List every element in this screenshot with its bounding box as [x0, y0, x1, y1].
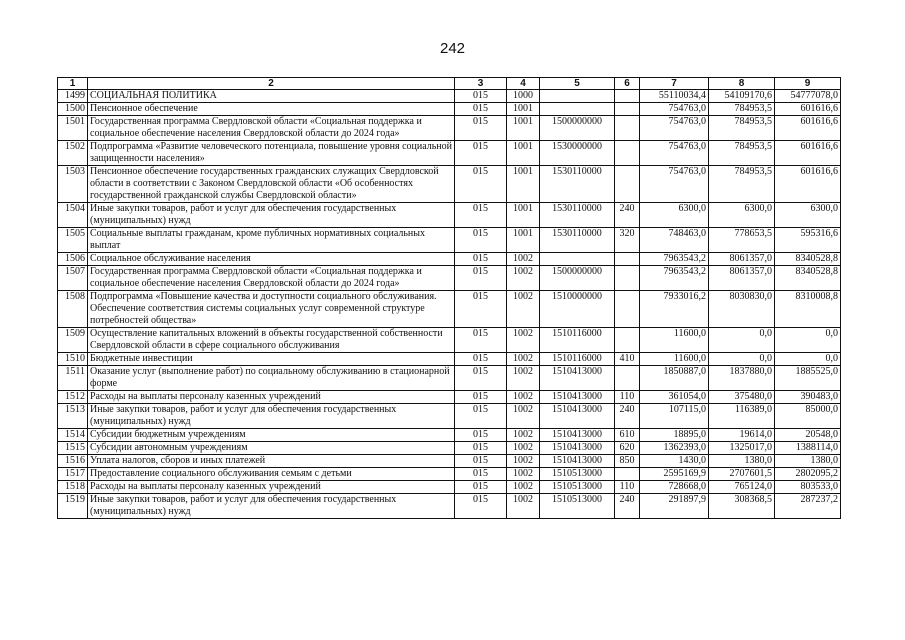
item-name: Социальные выплаты гражданам, кроме публичных нормативных социальных выплат — [88, 228, 455, 253]
ministry-code: 015 — [455, 141, 507, 166]
row-number: 1513 — [58, 404, 88, 429]
item-name: Бюджетные инвестиции — [88, 353, 455, 366]
table-row — [58, 328, 841, 353]
expense-type-code — [615, 166, 640, 203]
row-number: 1501 — [58, 116, 88, 141]
target-article-code: 1510413000 — [540, 455, 615, 468]
section-code: 1002 — [507, 494, 540, 519]
target-article-code: 1510513000 — [540, 494, 615, 519]
budget-table — [57, 77, 841, 519]
target-article-code: 1510116000 — [540, 328, 615, 353]
column-header: 2 — [88, 78, 455, 90]
ministry-code: 015 — [455, 468, 507, 481]
table-row — [58, 429, 841, 442]
amount-col9: 390483,0 — [775, 391, 841, 404]
amount-col7: 107115,0 — [640, 404, 709, 429]
table-row — [58, 253, 841, 266]
amount-col8: 784953,5 — [709, 116, 775, 141]
expense-type-code: 610 — [615, 429, 640, 442]
amount-col8: 8030830,0 — [709, 291, 775, 328]
row-number: 1515 — [58, 442, 88, 455]
column-header: 4 — [507, 78, 540, 90]
amount-col9: 0,0 — [775, 328, 841, 353]
section-code: 1001 — [507, 228, 540, 253]
item-name: Иные закупки товаров, работ и услуг для обеспечения государственных (муниципальных) нужд — [88, 203, 455, 228]
item-name: Пенсионное обеспечение — [88, 103, 455, 116]
amount-col8: 784953,5 — [709, 166, 775, 203]
row-number: 1508 — [58, 291, 88, 328]
amount-col9: 1380,0 — [775, 455, 841, 468]
item-name: Иные закупки товаров, работ и услуг для обеспечения государственных (муниципальных) нужд — [88, 404, 455, 429]
expense-type-code — [615, 141, 640, 166]
row-number: 1499 — [58, 90, 88, 103]
amount-col7: 291897,9 — [640, 494, 709, 519]
table-row — [58, 90, 841, 103]
section-code: 1001 — [507, 141, 540, 166]
section-code: 1000 — [507, 90, 540, 103]
target-article-code: 1500000000 — [540, 116, 615, 141]
table-row — [58, 141, 841, 166]
target-article-code: 1500000000 — [540, 266, 615, 291]
amount-col9: 1388114,0 — [775, 442, 841, 455]
amount-col8: 116389,0 — [709, 404, 775, 429]
row-number: 1511 — [58, 366, 88, 391]
item-name: Оказание услуг (выполнение работ) по социальному обслуживанию в стационарной форме — [88, 366, 455, 391]
item-name: Уплата налогов, сборов и иных платежей — [88, 455, 455, 468]
target-article-code: 1530110000 — [540, 203, 615, 228]
amount-col8: 2707601,5 — [709, 468, 775, 481]
amount-col7: 18895,0 — [640, 429, 709, 442]
amount-col9: 595316,6 — [775, 228, 841, 253]
row-number: 1514 — [58, 429, 88, 442]
row-number: 1507 — [58, 266, 88, 291]
section-code: 1002 — [507, 481, 540, 494]
target-article-code — [540, 253, 615, 266]
ministry-code: 015 — [455, 481, 507, 494]
column-header: 6 — [615, 78, 640, 90]
amount-col9: 2802095,2 — [775, 468, 841, 481]
expense-type-code: 850 — [615, 455, 640, 468]
section-code: 1002 — [507, 353, 540, 366]
expense-type-code: 410 — [615, 353, 640, 366]
amount-col7: 728668,0 — [640, 481, 709, 494]
amount-col7: 11600,0 — [640, 328, 709, 353]
ministry-code: 015 — [455, 442, 507, 455]
row-number: 1503 — [58, 166, 88, 203]
amount-col7: 1850887,0 — [640, 366, 709, 391]
amount-col7: 7933016,2 — [640, 291, 709, 328]
item-name: Расходы на выплаты персоналу казенных учреждений — [88, 391, 455, 404]
amount-col8: 308368,5 — [709, 494, 775, 519]
amount-col8: 6300,0 — [709, 203, 775, 228]
section-code: 1001 — [507, 116, 540, 141]
item-name: Осуществление капитальных вложений в объекты государственной собственности Свердловской области в сфере социального обслуживания — [88, 328, 455, 353]
amount-col9: 601616,6 — [775, 141, 841, 166]
section-code: 1002 — [507, 328, 540, 353]
amount-col9: 8310008,8 — [775, 291, 841, 328]
section-code: 1001 — [507, 166, 540, 203]
amount-col8: 375480,0 — [709, 391, 775, 404]
target-article-code: 1510116000 — [540, 353, 615, 366]
expense-type-code: 110 — [615, 481, 640, 494]
amount-col9: 20548,0 — [775, 429, 841, 442]
expense-type-code: 240 — [615, 404, 640, 429]
amount-col7: 1362393,0 — [640, 442, 709, 455]
row-number: 1519 — [58, 494, 88, 519]
target-article-code: 1530110000 — [540, 228, 615, 253]
table-row — [58, 391, 841, 404]
amount-col7: 748463,0 — [640, 228, 709, 253]
target-article-code: 1510513000 — [540, 481, 615, 494]
section-code: 1002 — [507, 429, 540, 442]
target-article-code: 1510000000 — [540, 291, 615, 328]
amount-col9: 601616,6 — [775, 103, 841, 116]
table-row — [58, 404, 841, 429]
amount-col8: 1380,0 — [709, 455, 775, 468]
amount-col8: 8061357,0 — [709, 253, 775, 266]
item-name: Подпрограмма «Развитие человеческого потенциала, повышение уровня социальной защищенности населения» — [88, 141, 455, 166]
amount-col7: 7963543,2 — [640, 253, 709, 266]
amount-col9: 8340528,8 — [775, 253, 841, 266]
table-row — [58, 353, 841, 366]
column-header: 8 — [709, 78, 775, 90]
amount-col8: 765124,0 — [709, 481, 775, 494]
row-number: 1518 — [58, 481, 88, 494]
amount-col7: 754763,0 — [640, 166, 709, 203]
amount-col7: 754763,0 — [640, 103, 709, 116]
table-row — [58, 266, 841, 291]
item-name: Государственная программа Свердловской области «Социальная поддержка и социальное обеспечение населения Свердловской области до 2024 года» — [88, 266, 455, 291]
target-article-code: 1510413000 — [540, 442, 615, 455]
amount-col7: 754763,0 — [640, 116, 709, 141]
item-name: Государственная программа Свердловской области «Социальная поддержка и социальное обеспечение населения Свердловской области до 2024 года» — [88, 116, 455, 141]
ministry-code: 015 — [455, 116, 507, 141]
item-name: Расходы на выплаты персоналу казенных учреждений — [88, 481, 455, 494]
expense-type-code — [615, 328, 640, 353]
target-article-code: 1510513000 — [540, 468, 615, 481]
expense-type-code — [615, 468, 640, 481]
amount-col7: 754763,0 — [640, 141, 709, 166]
column-header: 3 — [455, 78, 507, 90]
amount-col9: 54777078,0 — [775, 90, 841, 103]
amount-col8: 0,0 — [709, 328, 775, 353]
expense-type-code — [615, 366, 640, 391]
target-article-code: 1510413000 — [540, 366, 615, 391]
ministry-code: 015 — [455, 366, 507, 391]
table-row — [58, 291, 841, 328]
ministry-code: 015 — [455, 253, 507, 266]
expense-type-code — [615, 291, 640, 328]
section-code: 1001 — [507, 103, 540, 116]
amount-col7: 2595169,9 — [640, 468, 709, 481]
amount-col9: 85000,0 — [775, 404, 841, 429]
section-code: 1002 — [507, 442, 540, 455]
amount-col8: 1325017,0 — [709, 442, 775, 455]
ministry-code: 015 — [455, 266, 507, 291]
amount-col9: 8340528,8 — [775, 266, 841, 291]
expense-type-code: 240 — [615, 203, 640, 228]
ministry-code: 015 — [455, 429, 507, 442]
expense-type-code — [615, 90, 640, 103]
amount-col7: 361054,0 — [640, 391, 709, 404]
item-name: Субсидии бюджетным учреждениям — [88, 429, 455, 442]
amount-col9: 287237,2 — [775, 494, 841, 519]
table-row — [58, 228, 841, 253]
expense-type-code: 110 — [615, 391, 640, 404]
amount-col8: 784953,5 — [709, 141, 775, 166]
section-code: 1002 — [507, 404, 540, 429]
target-article-code: 1530110000 — [540, 166, 615, 203]
amount-col9: 6300,0 — [775, 203, 841, 228]
section-code: 1001 — [507, 203, 540, 228]
amount-col8: 1837880,0 — [709, 366, 775, 391]
ministry-code: 015 — [455, 455, 507, 468]
table-row — [58, 166, 841, 203]
section-code: 1002 — [507, 291, 540, 328]
amount-col7: 55110034,4 — [640, 90, 709, 103]
expense-type-code — [615, 103, 640, 116]
amount-col8: 19614,0 — [709, 429, 775, 442]
section-code: 1002 — [507, 253, 540, 266]
section-code: 1002 — [507, 455, 540, 468]
row-number: 1504 — [58, 203, 88, 228]
item-name: Субсидии автономным учреждениям — [88, 442, 455, 455]
row-number: 1506 — [58, 253, 88, 266]
target-article-code: 1510413000 — [540, 429, 615, 442]
row-number: 1505 — [58, 228, 88, 253]
table-row — [58, 494, 841, 519]
amount-col7: 1430,0 — [640, 455, 709, 468]
item-name: СОЦИАЛЬНАЯ ПОЛИТИКА — [88, 90, 455, 103]
ministry-code: 015 — [455, 90, 507, 103]
table-row — [58, 116, 841, 141]
amount-col7: 7963543,2 — [640, 266, 709, 291]
amount-col9: 803533,0 — [775, 481, 841, 494]
table-row — [58, 481, 841, 494]
row-number: 1502 — [58, 141, 88, 166]
ministry-code: 015 — [455, 203, 507, 228]
section-code: 1002 — [507, 266, 540, 291]
ministry-code: 015 — [455, 391, 507, 404]
amount-col9: 1885525,0 — [775, 366, 841, 391]
ministry-code: 015 — [455, 228, 507, 253]
amount-col8: 54109170,6 — [709, 90, 775, 103]
amount-col8: 778653,5 — [709, 228, 775, 253]
amount-col9: 601616,6 — [775, 116, 841, 141]
item-name: Иные закупки товаров, работ и услуг для обеспечения государственных (муниципальных) нужд — [88, 494, 455, 519]
section-code: 1002 — [507, 468, 540, 481]
expense-type-code: 240 — [615, 494, 640, 519]
table-row — [58, 455, 841, 468]
target-article-code — [540, 90, 615, 103]
amount-col8: 0,0 — [709, 353, 775, 366]
item-name: Социальное обслуживание населения — [88, 253, 455, 266]
column-header: 1 — [58, 78, 88, 90]
amount-col9: 601616,6 — [775, 166, 841, 203]
expense-type-code — [615, 266, 640, 291]
row-number: 1512 — [58, 391, 88, 404]
row-number: 1510 — [58, 353, 88, 366]
item-name: Пенсионное обеспечение государственных гражданских служащих Свердловской области в соответствии с Законом Свердловской области «Об особенностях государственной гражданской службы Свердловской области» — [88, 166, 455, 203]
ministry-code: 015 — [455, 166, 507, 203]
expense-type-code: 620 — [615, 442, 640, 455]
table-row — [58, 366, 841, 391]
table-row — [58, 203, 841, 228]
ministry-code: 015 — [455, 494, 507, 519]
row-number: 1509 — [58, 328, 88, 353]
item-name: Предоставление социального обслуживания семьям с детьми — [88, 468, 455, 481]
target-article-code: 1510413000 — [540, 404, 615, 429]
row-number: 1516 — [58, 455, 88, 468]
amount-col7: 6300,0 — [640, 203, 709, 228]
amount-col8: 8061357,0 — [709, 266, 775, 291]
table-row — [58, 442, 841, 455]
expense-type-code: 320 — [615, 228, 640, 253]
item-name: Подпрограмма «Повышение качества и доступности социального обслуживания. Обеспечение соответствия системы социальных услуг современной структуре потребностей общества» — [88, 291, 455, 328]
column-header: 5 — [540, 78, 615, 90]
target-article-code — [540, 103, 615, 116]
table-header-row — [58, 78, 841, 90]
row-number: 1500 — [58, 103, 88, 116]
target-article-code: 1530000000 — [540, 141, 615, 166]
table-row — [58, 468, 841, 481]
page-number: 242 — [439, 40, 466, 57]
ministry-code: 015 — [455, 404, 507, 429]
section-code: 1002 — [507, 391, 540, 404]
row-number: 1517 — [58, 468, 88, 481]
ministry-code: 015 — [455, 103, 507, 116]
table-body — [58, 90, 841, 519]
amount-col8: 784953,5 — [709, 103, 775, 116]
ministry-code: 015 — [455, 291, 507, 328]
column-header: 9 — [775, 78, 841, 90]
expense-type-code — [615, 253, 640, 266]
target-article-code: 1510413000 — [540, 391, 615, 404]
ministry-code: 015 — [455, 353, 507, 366]
table-row — [58, 103, 841, 116]
expense-type-code — [615, 116, 640, 141]
section-code: 1002 — [507, 366, 540, 391]
amount-col7: 11600,0 — [640, 353, 709, 366]
column-header: 7 — [640, 78, 709, 90]
ministry-code: 015 — [455, 328, 507, 353]
amount-col9: 0,0 — [775, 353, 841, 366]
